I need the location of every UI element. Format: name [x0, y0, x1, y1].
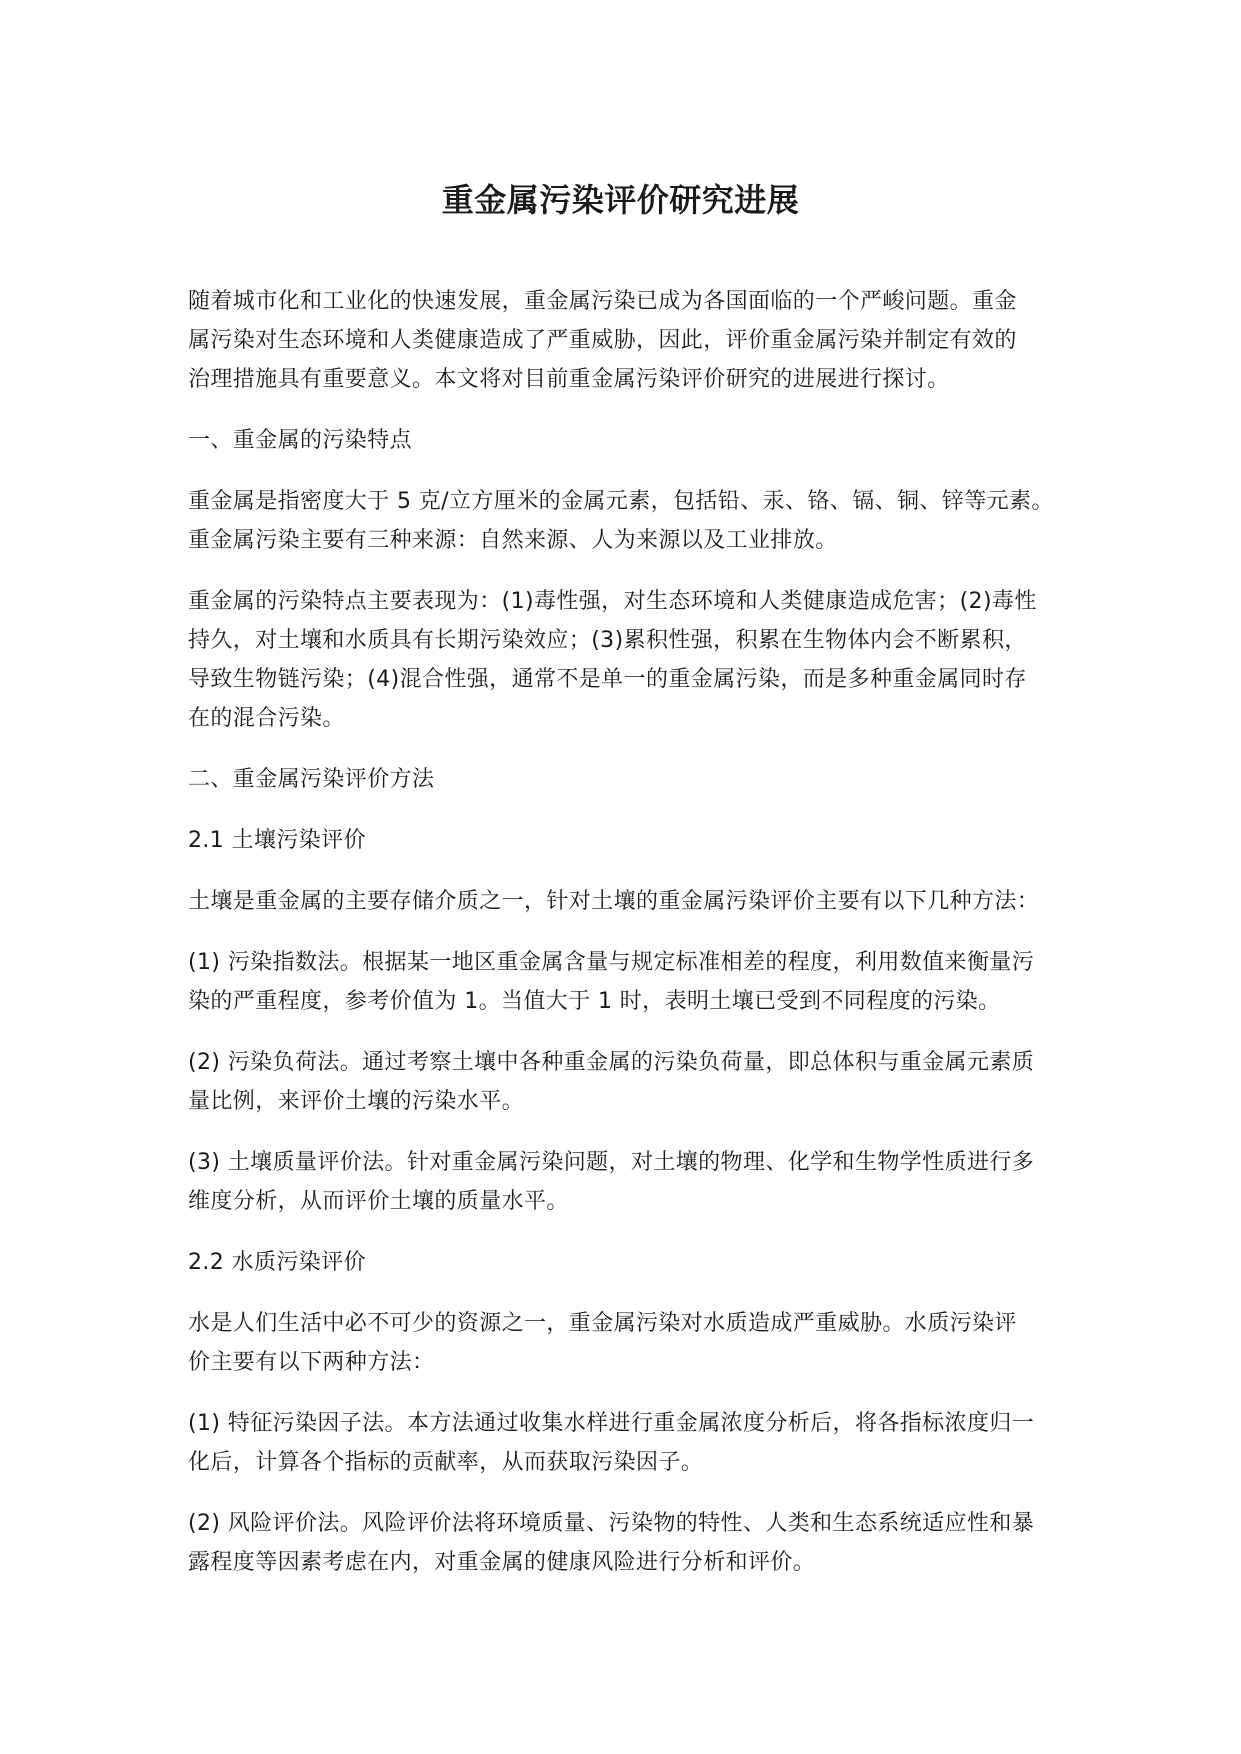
paragraph [188, 421, 1088, 460]
paragraph [188, 1404, 1088, 1482]
paragraph-line: (3) 土壤质量评价法。针对重金属污染问题，对土壤的物理、化学和生物学性质进行多 [188, 1150, 1035, 1175]
paragraph-line: 治理措施具有重要意义。本文将对目前重金属污染评价研究的进展进行探讨。 [188, 367, 950, 392]
paragraph [188, 1143, 1088, 1221]
paragraph-line: 量比例，来评价土壤的污染水平。 [188, 1089, 525, 1114]
paragraph [188, 821, 1088, 860]
paragraph-line: (1) 污染指数法。根据某一地区重金属含量与规定标准相差的程度，利用数值来衡量污 [188, 950, 1035, 975]
paragraph-line: 露程度等因素考虑在内，对重金属的健康风险进行分析和评价。 [188, 1550, 816, 1575]
paragraph-line: 2.2 水质污染评价 [188, 1250, 366, 1275]
paragraph-line: 土壤是重金属的主要存储介质之一，针对土壤的重金属污染评价主要有以下几种方法： [188, 889, 1040, 914]
paragraph-line: 导致生物链污染；(4)混合性强，通常不是单一的重金属污染，而是多种重金属同时存 [188, 667, 1027, 692]
paragraph [188, 482, 1088, 560]
paragraph-line: (2) 风险评价法。风险评价法将环境质量、污染物的特性、人类和生态系统适应性和暴 [188, 1511, 1035, 1536]
paragraph-line: 持久，对土壤和水质具有长期污染效应；(3)累积性强，积累在生物体内会不断累积， [188, 628, 1027, 653]
paragraph-line: 价主要有以下两种方法： [188, 1350, 435, 1375]
paragraph [188, 1504, 1088, 1582]
paragraph-line: 染的严重程度，参考价值为 1。当值大于 1 时，表明土壤已受到不同程度的污染。 [188, 989, 1001, 1014]
document-title: 重金属污染评价研究进展 [441, 181, 800, 219]
paragraph [188, 882, 1088, 921]
paragraph-line: 维度分析，从而评价土壤的质量水平。 [188, 1189, 569, 1214]
paragraph-line: 化后，计算各个指标的贡献率，从而获取污染因子。 [188, 1450, 704, 1475]
paragraph-line: 在的混合污染。 [188, 706, 345, 731]
paragraph [188, 943, 1088, 1021]
paragraph-line: (2) 污染负荷法。通过考察土壤中各种重金属的污染负荷量，即总体积与重金属元素质 [188, 1050, 1035, 1075]
document-body [188, 282, 1088, 1604]
paragraph-line: 重金属是指密度大于 5 克/立方厘米的金属元素，包括铅、汞、铬、镉、铜、锌等元素。 [188, 489, 1054, 514]
paragraph [188, 760, 1088, 799]
paragraph-line: 2.1 土壤污染评价 [188, 828, 366, 853]
paragraph [188, 1243, 1088, 1282]
paragraph [188, 582, 1088, 738]
paragraph-line: 重金属的污染特点主要表现为：(1)毒性强，对生态环境和人类健康造成危害；(2)毒性 [188, 589, 1037, 614]
paragraph [188, 1304, 1088, 1382]
paragraph-line: 重金属污染主要有三种来源：自然来源、人为来源以及工业排放。 [188, 528, 838, 553]
paragraph [188, 282, 1088, 399]
paragraph-line: 水是人们生活中必不可少的资源之一，重金属污染对水质造成严重威胁。水质污染评 [188, 1311, 1017, 1336]
paragraph-line: 属污染对生态环境和人类健康造成了严重威胁，因此，评价重金属污染并制定有效的 [188, 328, 1017, 353]
paragraph-line: 随着城市化和工业化的快速发展，重金属污染已成为各国面临的一个严峻问题。重金 [188, 289, 1017, 314]
paragraph-line: 二、重金属污染评价方法 [188, 767, 435, 792]
paragraph [188, 1043, 1088, 1121]
paragraph-line: 一、重金属的污染特点 [188, 428, 413, 453]
paragraph-line: (1) 特征污染因子法。本方法通过收集水样进行重金属浓度分析后，将各指标浓度归一 [188, 1411, 1035, 1436]
